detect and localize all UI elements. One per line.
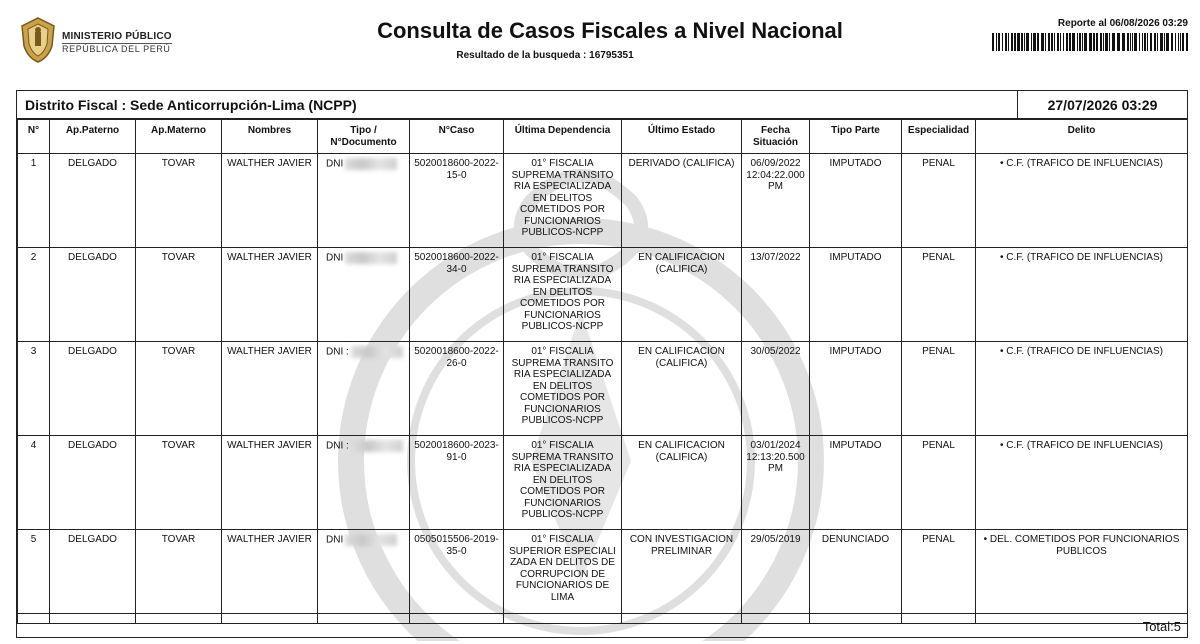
ministry-line-1: MINISTERIO PÚBLICO	[62, 31, 172, 42]
status-date: 13/07/2022	[750, 252, 801, 263]
document-type: DNI :	[326, 440, 349, 452]
col-header-tipo-documento: Tipo / N°Documento	[318, 120, 410, 154]
barcode-bar	[1031, 33, 1032, 51]
ministry-crest-icon	[18, 16, 58, 64]
specialty: PENAL	[922, 346, 955, 357]
cell-especialidad	[902, 154, 976, 248]
cell-tipo-parte	[810, 248, 902, 342]
barcode-bar	[1122, 33, 1125, 51]
barcode-bar	[1112, 33, 1115, 51]
barcode-bar	[1079, 33, 1081, 51]
last-status: CON INVESTIGACION PRELIMINAR	[629, 534, 734, 557]
cell-number	[18, 154, 50, 248]
col-header-delito: Delito	[976, 120, 1188, 154]
status-date: 06/09/2022 12:04:22.000 PM	[746, 158, 805, 192]
cell-dependencia	[504, 436, 622, 530]
table-row	[18, 342, 1188, 436]
barcode-bar	[1154, 33, 1156, 51]
barcode-bar	[1109, 33, 1110, 51]
nombres: WALTHER JAVIER	[227, 346, 312, 357]
offense: • C.F. (TRAFICO DE INFLUENCIAS)	[1000, 158, 1163, 169]
document-type: DNI	[326, 158, 344, 170]
barcode-bar	[1037, 33, 1039, 51]
status-date: 30/05/2022	[750, 346, 801, 357]
party-type: IMPUTADO	[829, 440, 882, 451]
cell-nombres	[222, 154, 318, 248]
ministry-line-2: REPÚBLICA DEL PERÚ	[62, 44, 171, 54]
cases-report	[16, 90, 1188, 638]
row-number: 2	[30, 252, 37, 263]
cell-caso	[410, 154, 504, 248]
last-dependency: 01° FISCALIA SUPREMA TRANSITO RIA ESPECIALIZADA EN DELITOS COMETIDOS POR FUNCIONARIOS PUBLICOS-NCPP	[511, 158, 614, 238]
cell-fecha	[742, 530, 810, 624]
barcode-bar	[1186, 33, 1188, 51]
barcode-bar	[998, 33, 1000, 51]
table-row	[18, 436, 1188, 530]
ap-materno: TOVAR	[161, 346, 196, 357]
col-header-especialidad: Especialidad	[902, 120, 976, 154]
cell-ap-paterno	[50, 436, 136, 530]
offense: • C.F. (TRAFICO DE INFLUENCIAS)	[1000, 252, 1163, 263]
barcode-bar	[1026, 33, 1029, 51]
barcode-bar	[1077, 33, 1078, 51]
nombres: WALTHER JAVIER	[227, 534, 312, 545]
cell-estado	[622, 436, 742, 530]
cell-ap-paterno	[50, 154, 136, 248]
col-header-ultima-dependencia: Última Dependencia	[504, 120, 622, 154]
table-row	[18, 530, 1188, 624]
party-type: DENUNCIADO	[821, 534, 890, 545]
document-type: DNI	[326, 252, 344, 264]
cell-number	[18, 530, 50, 624]
specialty: PENAL	[922, 440, 955, 451]
district-label: Distrito Fiscal : Sede Anticorrupción-Lima (NCPP)	[25, 97, 357, 113]
specialty: PENAL	[922, 252, 955, 263]
barcode-bar	[1171, 33, 1173, 51]
barcode-bar	[1105, 33, 1108, 51]
barcode-bar	[1063, 33, 1064, 51]
cell-tipo-parte	[810, 154, 902, 248]
nombres: WALTHER JAVIER	[227, 252, 312, 263]
barcode-bar	[1060, 33, 1061, 51]
col-header-number: N°	[18, 120, 50, 154]
report-date: Reporte al 06/08/2026 03:29	[1057, 18, 1188, 29]
col-header-ultimo-estado: Último Estado	[622, 120, 742, 154]
table-footer	[17, 613, 1187, 637]
col-header-tipo-parte: Tipo Parte	[810, 120, 902, 154]
last-status: EN CALIFICACION (CALIFICA)	[638, 252, 725, 275]
barcode-bar	[1164, 33, 1165, 51]
barcode-bar	[1045, 33, 1046, 51]
row-number: 5	[30, 534, 37, 545]
cell-estado	[622, 342, 742, 436]
col-header-fecha-situacion: Fecha Situación	[742, 120, 810, 154]
ap-materno: TOVAR	[161, 440, 196, 451]
district-date: 27/07/2026 03:29	[1017, 91, 1187, 118]
cell-nombres	[222, 530, 318, 624]
specialty: PENAL	[922, 158, 955, 169]
barcode-bar	[1082, 33, 1083, 51]
redacted-document-number	[351, 346, 403, 358]
ap-paterno: DELGADO	[68, 158, 117, 169]
redacted-document-number	[345, 534, 397, 546]
last-status: DERIVADO (CALIFICA)	[628, 158, 735, 169]
ap-paterno: DELGADO	[68, 534, 117, 545]
nombres: WALTHER JAVIER	[227, 440, 312, 451]
cell-delito	[976, 436, 1188, 530]
last-dependency: 01° FISCALIA SUPREMA TRANSITO RIA ESPECIALIZADA EN DELITOS COMETIDOS POR FUNCIONARIOS PUBLICOS-NCPP	[511, 252, 614, 332]
barcode-bar	[1024, 33, 1025, 51]
table-row	[18, 154, 1188, 248]
cell-ap-materno	[136, 436, 222, 530]
barcode-bar	[1100, 33, 1102, 51]
page-title: Consulta de Casos Fiscales a Nivel Nacional	[377, 18, 843, 43]
cell-tipo-parte	[810, 530, 902, 624]
barcode-bar	[1130, 33, 1131, 51]
cell-delito	[976, 530, 1188, 624]
cell-number	[18, 436, 50, 530]
barcode-bar	[1057, 33, 1059, 51]
barcode-bar	[1021, 33, 1023, 51]
cell-number	[18, 342, 50, 436]
barcode-bar	[1144, 33, 1146, 51]
cell-caso	[410, 530, 504, 624]
barcode-bar	[1178, 33, 1179, 51]
cell-caso	[410, 342, 504, 436]
barcode-bar	[1127, 33, 1129, 51]
nombres: WALTHER JAVIER	[227, 158, 312, 169]
barcode-bar	[1134, 33, 1137, 51]
barcode-bar	[1072, 33, 1075, 51]
party-type: IMPUTADO	[829, 346, 882, 357]
party-type: IMPUTADO	[829, 158, 882, 169]
last-dependency: 01° FISCALIA SUPREMA TRANSITO RIA ESPECIALIZADA EN DELITOS COMETIDOS POR FUNCIONARIOS PUBLICOS-NCPP	[511, 346, 614, 426]
cell-ap-materno	[136, 530, 222, 624]
barcode-bar	[1142, 33, 1143, 51]
barcode-bar	[1014, 33, 1016, 51]
barcode-bar	[1093, 33, 1095, 51]
table-header-row	[18, 120, 1188, 154]
cell-number	[18, 248, 50, 342]
cell-nombres	[222, 248, 318, 342]
cell-documento	[318, 436, 410, 530]
case-number: 0505015506-2019-35-0	[414, 534, 499, 557]
barcode-bar	[1084, 33, 1087, 51]
barcode-bar	[1066, 33, 1068, 51]
barcode-bar	[1180, 33, 1181, 51]
barcode-bar	[1033, 33, 1036, 51]
report-header	[0, 0, 1200, 80]
col-header-ap-materno: Ap.Materno	[136, 120, 222, 154]
cell-especialidad	[902, 436, 976, 530]
ap-paterno: DELGADO	[68, 440, 117, 451]
barcode-bar	[1011, 33, 1013, 51]
cell-especialidad	[902, 342, 976, 436]
barcode-bar	[1160, 33, 1163, 51]
barcode-bar	[1054, 33, 1055, 51]
cell-ap-materno	[136, 342, 222, 436]
district-bar	[17, 91, 1187, 119]
cell-delito	[976, 248, 1188, 342]
case-number: 5020018600-2022-34-0	[414, 252, 499, 275]
barcode-bar	[1147, 33, 1148, 51]
barcode-bar	[1182, 33, 1184, 51]
ap-materno: TOVAR	[161, 534, 196, 545]
barcode-bar	[1048, 33, 1050, 51]
cell-documento	[318, 154, 410, 248]
cell-ap-materno	[136, 248, 222, 342]
cell-nombres	[222, 342, 318, 436]
barcode-bar	[1132, 33, 1133, 51]
cell-documento	[318, 342, 410, 436]
barcode-bar	[1069, 33, 1071, 51]
table-row	[18, 248, 1188, 342]
cell-nombres	[222, 436, 318, 530]
cell-estado	[622, 154, 742, 248]
ap-materno: TOVAR	[161, 252, 196, 263]
cell-ap-paterno	[50, 248, 136, 342]
col-header-nombres: Nombres	[222, 120, 318, 154]
barcode-bar	[1017, 33, 1020, 51]
barcode-bar	[1051, 33, 1053, 51]
cell-ap-paterno	[50, 530, 136, 624]
cell-dependencia	[504, 342, 622, 436]
specialty: PENAL	[922, 534, 955, 545]
redacted-document-number	[345, 252, 397, 264]
case-number: 5020018600-2022-26-0	[414, 346, 499, 369]
status-date: 29/05/2019	[750, 534, 801, 545]
cell-tipo-parte	[810, 342, 902, 436]
cell-estado	[622, 530, 742, 624]
cell-documento	[318, 530, 410, 624]
status-date: 03/01/2024 12:13:20.500 PM	[746, 440, 805, 474]
cell-fecha	[742, 248, 810, 342]
cases-table	[17, 119, 1188, 624]
redacted-document-number	[351, 440, 403, 452]
cell-tipo-parte	[810, 436, 902, 530]
cell-fecha	[742, 154, 810, 248]
row-number: 4	[30, 440, 37, 451]
cell-delito	[976, 342, 1188, 436]
barcode-bar	[1157, 33, 1158, 51]
cell-delito	[976, 154, 1188, 248]
cell-dependencia	[504, 248, 622, 342]
barcode-bar	[1166, 33, 1169, 51]
cell-caso	[410, 248, 504, 342]
total-count: Total:5	[1142, 619, 1181, 634]
search-result-label: Resultado de la busqueda : 16795351	[456, 50, 634, 61]
cell-dependencia	[504, 530, 622, 624]
cell-ap-paterno	[50, 342, 136, 436]
cell-fecha	[742, 342, 810, 436]
offense: • C.F. (TRAFICO DE INFLUENCIAS)	[1000, 346, 1163, 357]
barcode-bar	[1089, 33, 1092, 51]
barcode-bar	[1103, 33, 1104, 51]
barcode-bar	[996, 33, 997, 51]
document-type: DNI :	[326, 346, 349, 358]
cell-especialidad	[902, 248, 976, 342]
col-header-caso: N°Caso	[410, 120, 504, 154]
ap-materno: TOVAR	[161, 158, 196, 169]
cell-fecha	[742, 436, 810, 530]
cell-ap-materno	[136, 154, 222, 248]
cell-caso	[410, 436, 504, 530]
barcode-bar	[1139, 33, 1140, 51]
offense: • C.F. (TRAFICO DE INFLUENCIAS)	[1000, 440, 1163, 451]
cell-especialidad	[902, 530, 976, 624]
last-status: EN CALIFICACION (CALIFICA)	[638, 346, 725, 369]
party-type: IMPUTADO	[829, 252, 882, 263]
ap-paterno: DELGADO	[68, 346, 117, 357]
document-type: DNI	[326, 534, 344, 546]
ap-paterno: DELGADO	[68, 252, 117, 263]
case-number: 5020018600-2023-91-0	[414, 440, 499, 463]
last-dependency: 01° FISCALIA SUPREMA TRANSITO RIA ESPECIALIZADA EN DELITOS COMETIDOS POR FUNCIONARIOS PUBLICOS-NCPP	[511, 440, 614, 520]
barcode-bar	[1150, 33, 1152, 51]
cell-dependencia	[504, 154, 622, 248]
barcode-bar	[1175, 33, 1176, 51]
cell-estado	[622, 248, 742, 342]
ministry-name	[62, 32, 172, 54]
redacted-document-number	[345, 158, 397, 170]
cell-documento	[318, 248, 410, 342]
barcode-bar	[1005, 33, 1007, 51]
case-number: 5020018600-2022-15-0	[414, 158, 499, 181]
offense: • DEL. COMETIDOS POR FUNCIONARIOS PUBLICOS	[983, 534, 1180, 557]
barcode-bar	[1096, 33, 1098, 51]
last-dependency: 01° FISCALIA SUPERIOR ESPECIALI ZADA EN DELITOS DE CORRUPCION DE FUNCIONARIOS DE LIMA	[509, 534, 616, 603]
barcode-bar	[1008, 33, 1009, 51]
col-header-ap-paterno: Ap.Paterno	[50, 120, 136, 154]
barcode-bar	[1002, 33, 1003, 51]
barcode-icon	[992, 33, 1188, 51]
barcode-bar	[1041, 33, 1044, 51]
barcode-bar	[992, 33, 994, 51]
barcode-bar	[1117, 33, 1120, 51]
row-number: 3	[30, 346, 37, 357]
last-status: EN CALIFICACION (CALIFICA)	[638, 440, 725, 463]
row-number: 1	[30, 158, 37, 169]
